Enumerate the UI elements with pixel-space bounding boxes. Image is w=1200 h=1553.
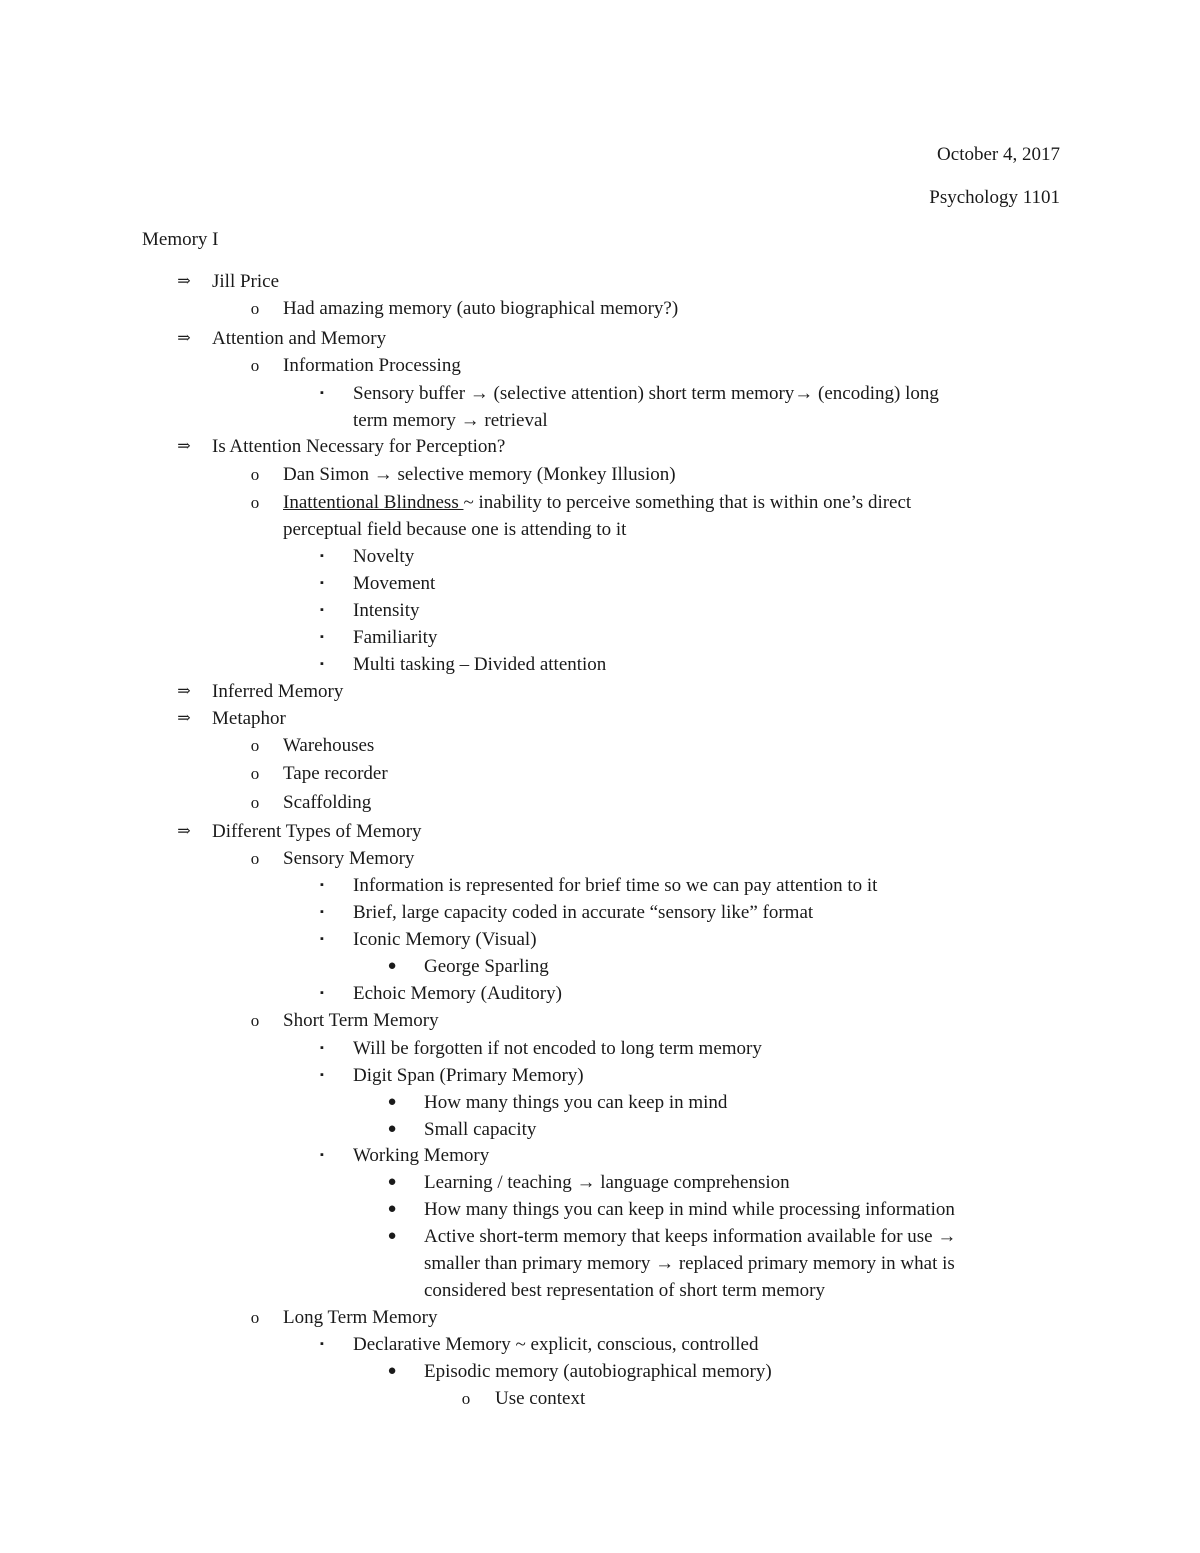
- bullet-level-1: ⇒: [177, 438, 191, 455]
- line-text: Movement: [353, 573, 436, 594]
- outline-point: [353, 543, 414, 570]
- line-text: George Sparling: [424, 956, 549, 977]
- line-text: Working Memory: [353, 1145, 490, 1166]
- outline-subpoint: [424, 953, 549, 980]
- bullet-level-1: ⇒: [177, 273, 191, 290]
- line-text: Learning / teaching → language comprehension: [424, 1172, 790, 1193]
- outline-point: [353, 899, 813, 926]
- bullet-level-2: o: [250, 849, 260, 868]
- outline-subtopic: [283, 1007, 439, 1034]
- outline-subpoint-continued: [424, 1250, 955, 1277]
- bullet-level-2: o: [250, 493, 260, 512]
- bullet-level-1: ⇒: [177, 683, 191, 700]
- bullet-level-3: ▪: [320, 1149, 324, 1161]
- line-text: Information is represented for brief time so we can pay attention to it: [353, 875, 878, 896]
- line-text: Will be forgotten if not encoded to long term memory: [353, 1038, 762, 1059]
- outline-subtopic: [283, 352, 461, 379]
- bullet-level-4: ●: [387, 1363, 397, 1379]
- line-text: Inferred Memory: [212, 681, 344, 702]
- line-text: Dan Simon → selective memory (Monkey Illusion): [283, 464, 676, 485]
- bullet-level-3: ▪: [320, 1042, 324, 1054]
- line-text: Intensity: [353, 600, 420, 621]
- bullet-level-4: ●: [387, 1121, 397, 1137]
- line-text: How many things you can keep in mind while processing information: [424, 1199, 955, 1220]
- outline-subpoint: [424, 1358, 772, 1385]
- line-text: Novelty: [353, 546, 415, 567]
- outline-subpoint: [424, 1196, 955, 1223]
- bullet-level-3: ▪: [320, 631, 324, 643]
- outline-subtopic: [283, 732, 374, 759]
- outline-topic: [212, 268, 279, 295]
- outline-topic: [212, 818, 422, 845]
- outline-point: [353, 1062, 584, 1089]
- line-text: ~ inability to perceive something that is within one’s direct: [463, 492, 912, 513]
- bullet-level-2: o: [250, 356, 260, 375]
- bullet-level-4: ●: [387, 1174, 397, 1190]
- bullet-level-3: ▪: [320, 1338, 324, 1350]
- outline-subpoint: [424, 1223, 956, 1250]
- bullet-level-5: o: [461, 1389, 471, 1408]
- line-text: considered best representation of short term memory: [424, 1280, 825, 1301]
- line-text: Short Term Memory: [283, 1010, 439, 1031]
- outline-point: [353, 1142, 489, 1169]
- bullet-level-2: o: [250, 299, 260, 318]
- line-text: Sensory Memory: [283, 848, 415, 869]
- outline-point: [353, 980, 562, 1007]
- outline-point: [353, 651, 606, 678]
- bullet-level-3: ▪: [320, 1069, 324, 1081]
- document-date: October 4, 2017: [937, 144, 1060, 165]
- outline-subtopic-continued: [283, 516, 626, 543]
- line-text: Different Types of Memory: [212, 821, 422, 842]
- line-text: Echoic Memory (Auditory): [353, 983, 562, 1004]
- line-text: Digit Span (Primary Memory): [353, 1065, 584, 1086]
- outline-detail: [495, 1385, 585, 1412]
- line-text: Warehouses: [283, 735, 375, 756]
- line-text: Tape recorder: [283, 763, 388, 784]
- bullet-level-3: ▪: [320, 933, 324, 945]
- line-text: Long Term Memory: [283, 1307, 438, 1328]
- line-text: Episodic memory (autobiographical memory): [424, 1361, 772, 1382]
- bullet-level-3: ▪: [320, 550, 324, 562]
- bullet-level-2: o: [250, 736, 260, 755]
- bullet-level-3: ▪: [320, 879, 324, 891]
- page-title: Memory I: [142, 229, 219, 250]
- line-text: Familiarity: [353, 627, 438, 648]
- outline-point: [353, 624, 437, 651]
- outline-subpoint-continued: [424, 1277, 825, 1304]
- outline-subpoint: [424, 1089, 727, 1116]
- line-text: smaller than primary memory → replaced primary memory in what is: [424, 1253, 955, 1274]
- outline-topic: [212, 433, 505, 460]
- bullet-level-3: ▪: [320, 387, 324, 399]
- outline-point: [353, 570, 435, 597]
- line-text: Scaffolding: [283, 792, 372, 813]
- bullet-level-4: ●: [387, 958, 397, 974]
- bullet-level-4: ●: [387, 1094, 397, 1110]
- outline-topic: [212, 678, 343, 705]
- outline-subtopic: [283, 295, 678, 322]
- line-text: Information Processing: [283, 355, 461, 376]
- bullet-level-2: o: [250, 1011, 260, 1030]
- bullet-level-4: ●: [387, 1228, 397, 1244]
- outline-subpoint: [424, 1116, 536, 1143]
- outline-topic: [212, 325, 386, 352]
- outline-point: [353, 380, 939, 407]
- line-text: Use context: [495, 1388, 586, 1409]
- line-text: perceptual field because one is attending to it: [283, 519, 627, 540]
- course-name: Psychology 1101: [929, 187, 1060, 208]
- line-text: Is Attention Necessary for Perception?: [212, 436, 506, 457]
- line-text: Jill Price: [212, 271, 280, 292]
- outline-point: [353, 1035, 762, 1062]
- line-text: Brief, large capacity coded in accurate “sensory like” format: [353, 902, 814, 923]
- line-text: Metaphor: [212, 708, 286, 729]
- line-text: Active short-term memory that keeps information available for use →: [424, 1226, 957, 1247]
- bullet-level-2: o: [250, 793, 260, 812]
- line-text: How many things you can keep in mind: [424, 1092, 728, 1113]
- outline-subtopic: [283, 461, 676, 488]
- bullet-level-3: ▪: [320, 658, 324, 670]
- outline-subtopic: [283, 845, 414, 872]
- outline-point: [353, 597, 420, 624]
- line-text: term memory → retrieval: [353, 410, 548, 431]
- line-text: Sensory buffer → (selective attention) short term memory→ (encoding) long: [353, 383, 939, 404]
- outline-topic: [212, 705, 286, 732]
- line-text: Iconic Memory (Visual): [353, 929, 537, 950]
- bullet-level-3: ▪: [320, 987, 324, 999]
- line-text: Multi tasking – Divided attention: [353, 654, 607, 675]
- bullet-level-2: o: [250, 465, 260, 484]
- line-text: Had amazing memory (auto biographical memory?): [283, 298, 679, 319]
- bullet-level-1: ⇒: [177, 330, 191, 347]
- bullet-level-3: ▪: [320, 906, 324, 918]
- underlined-term: Inattentional Blindness: [283, 492, 464, 513]
- outline-subtopic: [283, 1304, 438, 1331]
- line-text: Attention and Memory: [212, 328, 387, 349]
- bullet-level-2: o: [250, 764, 260, 783]
- bullet-level-3: ▪: [320, 577, 324, 589]
- outline-point: [353, 926, 537, 953]
- bullet-level-1: ⇒: [177, 823, 191, 840]
- outline-point: [353, 872, 877, 899]
- outline-subtopic: [283, 789, 371, 816]
- bullet-level-2: o: [250, 1308, 260, 1327]
- bullet-level-4: ●: [387, 1201, 397, 1217]
- outline-point-continued: [353, 407, 548, 434]
- bullet-level-1: ⇒: [177, 710, 191, 727]
- line-text: Declarative Memory ~ explicit, conscious, controlled: [353, 1334, 759, 1355]
- line-text: Small capacity: [424, 1119, 537, 1140]
- outline-point: [353, 1331, 758, 1358]
- outline-subtopic: [283, 489, 911, 516]
- outline-subpoint: [424, 1169, 790, 1196]
- bullet-level-3: ▪: [320, 604, 324, 616]
- outline-subtopic: [283, 760, 388, 787]
